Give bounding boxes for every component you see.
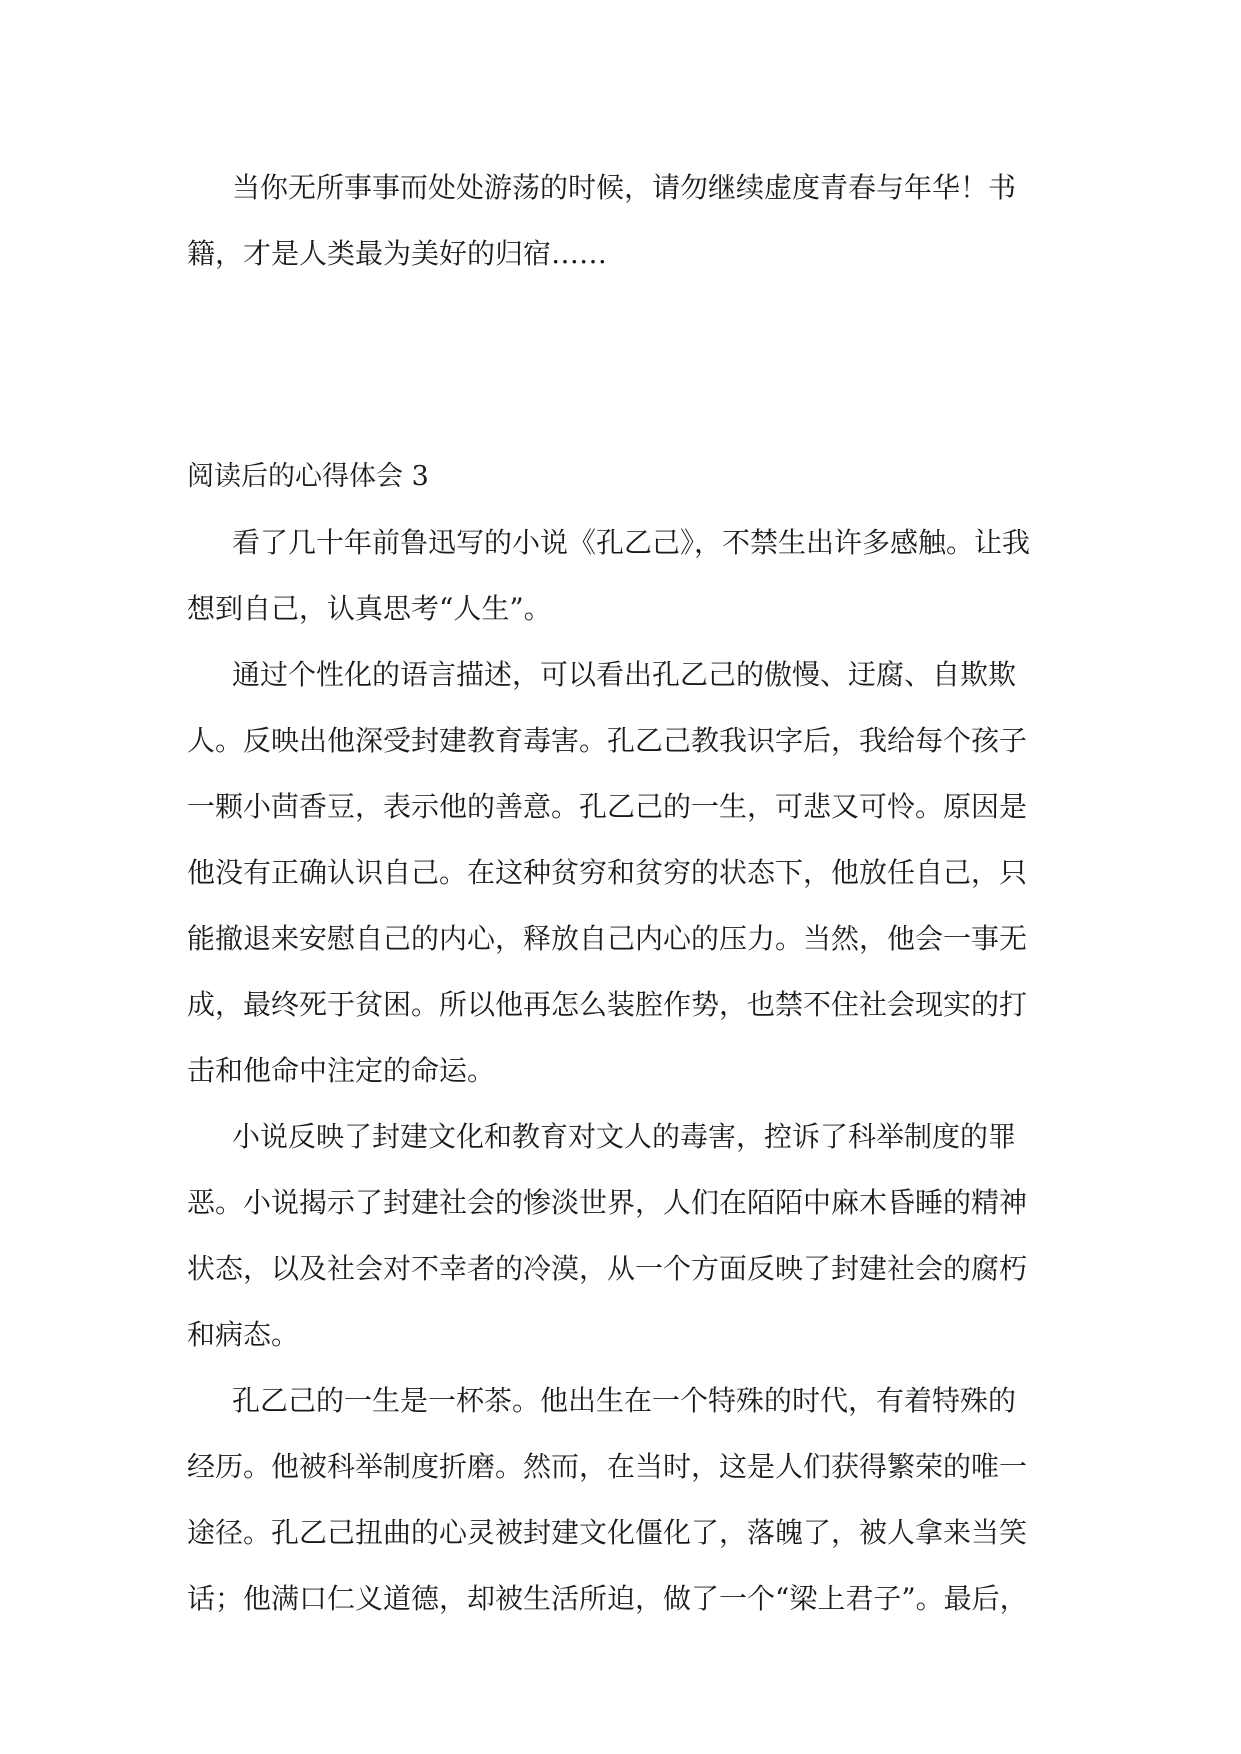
text-line: 成，最终死于贫困。所以他再怎么装腔作势，也禁不住社会现实的打 [187, 988, 1028, 1021]
text-line: 状态，以及社会对不幸者的冷漠，从一个方面反映了封建社会的腐朽 [187, 1252, 1028, 1285]
text-line: 孔乙己的一生是一杯茶。他出生在一个特殊的时代，有着特殊的 [232, 1384, 1017, 1417]
text-line: 和病态。 [187, 1318, 300, 1351]
document-body [187, 155, 1057, 1632]
text-line: 话；他满口仁义道德，却被生活所迫，做了一个“梁上君子”。最后， [187, 1582, 1028, 1615]
section-heading: 阅读后的心得体会 3 [187, 461, 429, 492]
text-line: 通过个性化的语言描述，可以看出孔乙己的傲慢、迂腐、自欺欺 [232, 658, 1017, 691]
text-line: 经历。他被科举制度折磨。然而，在当时，这是人们获得繁荣的唯一 [187, 1450, 1028, 1483]
paragraph-1 [187, 510, 1057, 642]
text-line: 看了几十年前鲁迅写的小说《孔乙己》，不禁生出许多感触。让我 [232, 526, 1031, 559]
paragraph-2 [187, 642, 1057, 1104]
text-line: 能撤退来安慰自己的内心，释放自己内心的压力。当然，他会一事无 [187, 922, 1028, 955]
text-line: 一颗小茴香豆，表示他的善意。孔乙己的一生，可悲又可怜。原因是 [187, 790, 1028, 823]
paragraph-4 [187, 1368, 1057, 1632]
text-line: 恶。小说揭示了封建社会的惨淡世界，人们在陌陌中麻木昏睡的精神 [187, 1186, 1028, 1219]
text-line: 籍，才是人类最为美好的归宿…… [187, 237, 608, 270]
text-line: 当你无所事事而处处游荡的时候，请勿继续虚度青春与年华！书 [232, 171, 1017, 204]
text-line: 想到自己，认真思考“人生”。 [187, 592, 552, 625]
text-line: 人。反映出他深受封建教育毒害。孔乙己教我识字后，我给每个孩子 [187, 724, 1028, 757]
paragraph-3 [187, 1104, 1057, 1368]
intro-paragraph [187, 155, 1057, 287]
text-line: 小说反映了封建文化和教育对文人的毒害，控诉了科举制度的罪 [232, 1120, 1017, 1153]
text-line: 途径。孔乙己扭曲的心灵被封建文化僵化了，落魄了，被人拿来当笑 [187, 1516, 1028, 1549]
text-line: 击和他命中注定的命运。 [187, 1054, 496, 1087]
text-line: 他没有正确认识自己。在这种贫穷和贫穷的状态下，他放任自己，只 [187, 856, 1028, 889]
